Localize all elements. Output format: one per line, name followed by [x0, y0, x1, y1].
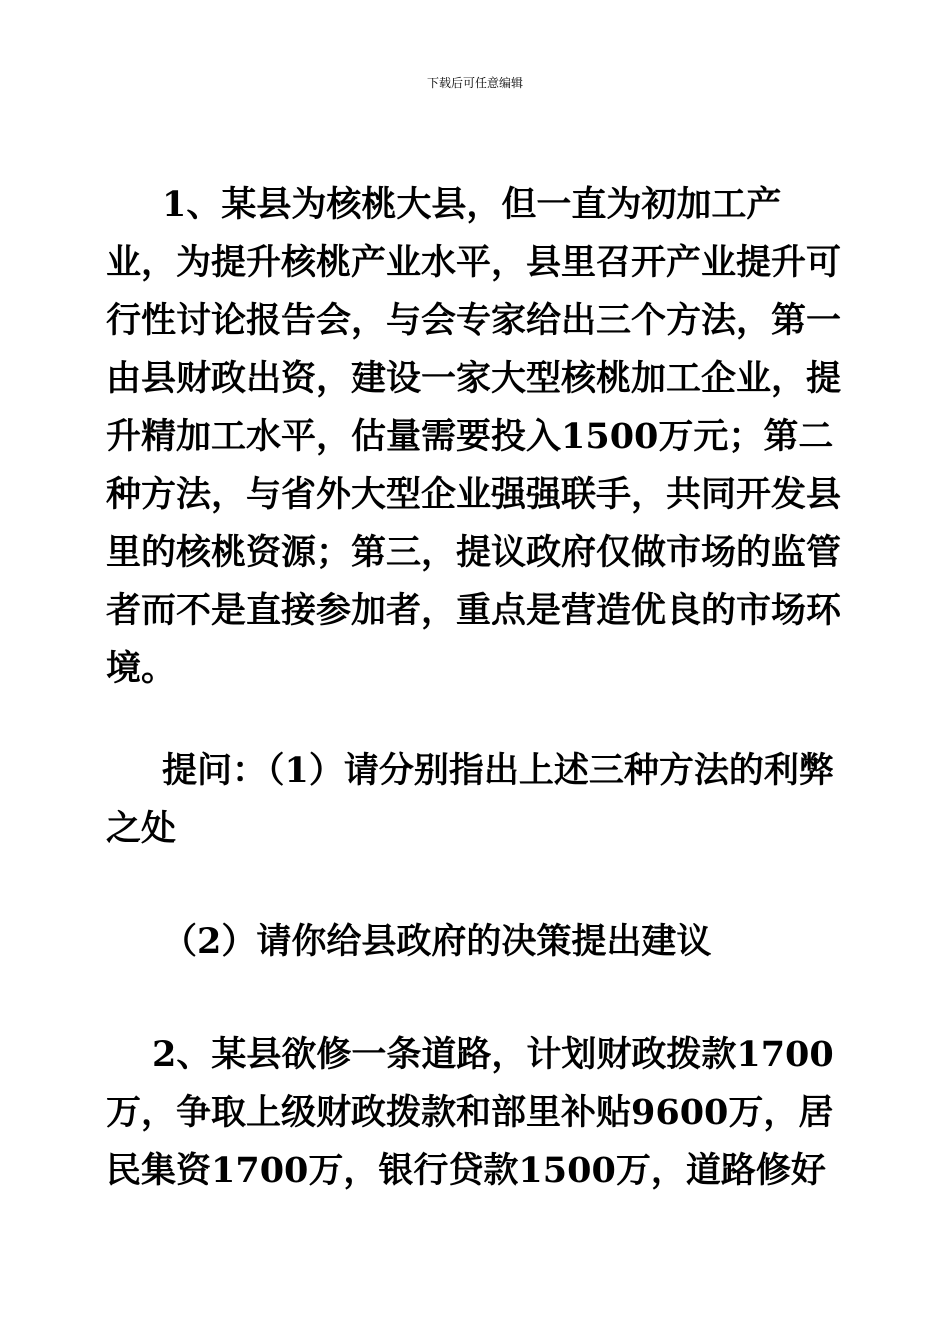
page-header: 下载后可任意编辑 [426, 76, 523, 90]
question-1-ask-1: 提问：（1）请分别指出上述三种方法的利弊之处 [106, 750, 834, 849]
question-1-paragraph: 1、某县为核桃大县，但一直为初加工产业，为提升核桃产业水平，县里召开产业提升可行性讨论报告会，与会专家给出三个方法，第一由县财政出资，建设一家大型核桃加工企业，提升精加工水平，估量需要投入1500万元；第二种方法，与省外大型企业强强联手，共同开发县里的核桃资源；第三，提议政府仅做市场的监管者而不是直接参加者，重点是营造优良的市场环境。 [106, 184, 842, 689]
question-1-ask-2: （2）请你给县政府的决策提出建议 [162, 921, 712, 962]
question-2-paragraph: 2、某县欲修一条道路，计划财政拨款1700万，争取上级财政拨款和部里补贴9600万，居民集资1700万，银行贷款1500万，道路修好 [106, 1034, 834, 1191]
